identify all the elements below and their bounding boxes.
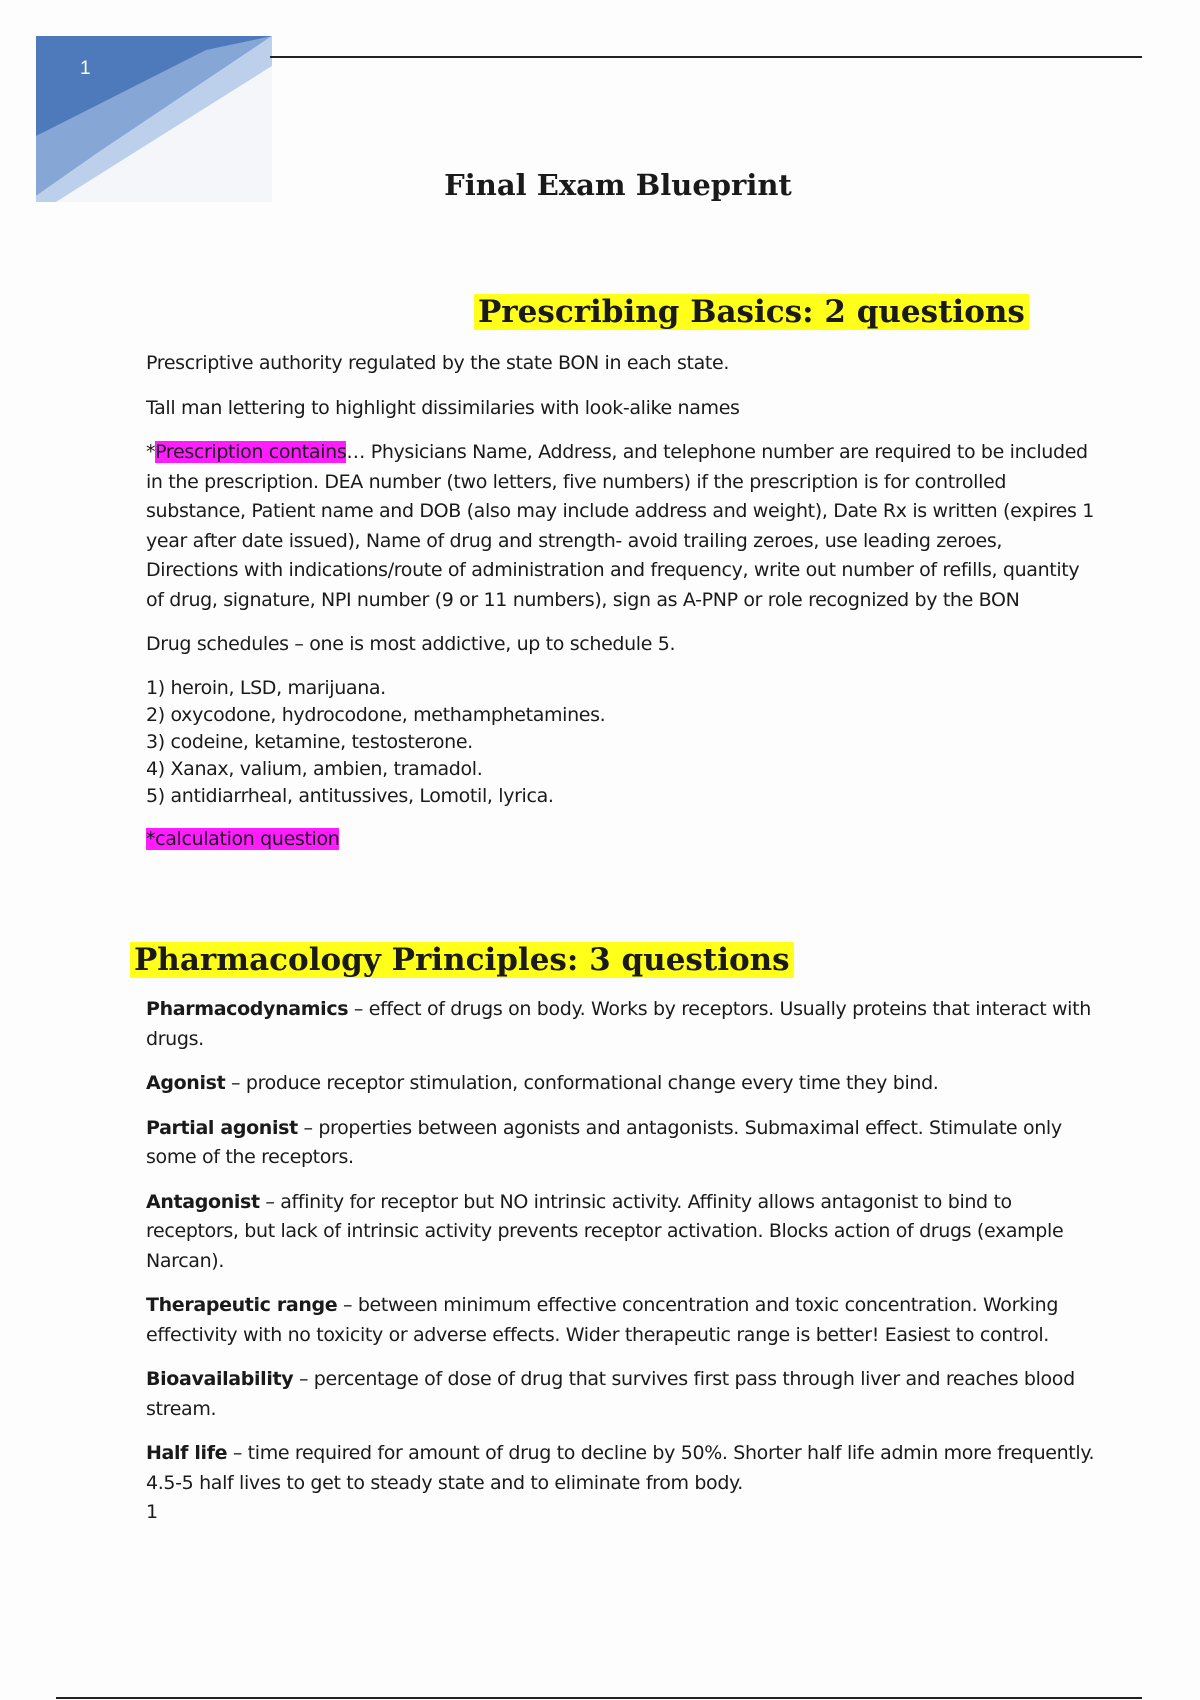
list-item: 2) oxycodone, hydrocodone, methamphetamines. [146,703,606,726]
paragraph-tall-man-lettering: Tall man lettering to highlight dissimilaries with look-alike names [146,396,740,419]
section-heading-text: Prescribing Basics: 2 questions [474,294,1029,330]
section-heading-pharmacology-principles [130,940,794,980]
definition-bioavailability [146,1365,1096,1424]
term: Partial agonist [146,1116,298,1139]
definition-half-life [146,1439,1096,1498]
prescribing-basics-body [146,349,1096,869]
prescription-contents-text: … Physicians Name, Address, and telephone number are required to be included in the prescription. DEA number (two letters, five numbers) if the prescription is for controlled substance, Patient name and DOB (also may include address and weight), Date Rx is written (expires 1 year after date issued), Name of drug and strength- avoid trailing zeroes, use leading zeroes, Directions with indications/route of administration and frequency, write out number of refills, quantity of drug, signature, NPI number (9 or 11 numbers), sign as A-PNP or role recognized by the BON [146,441,1094,611]
header-rule [270,56,1142,58]
definition-text: – time required for amount of drug to decline by 50%. Shorter half life admin more frequently. 4.5-5 half lives to get to steady state and to eliminate from body. [146,1442,1095,1494]
drug-schedule-list [146,675,1096,810]
paragraph-drug-schedules: Drug schedules – one is most addictive, up to schedule 5. [146,633,676,655]
footer-rule [56,1697,1142,1699]
list-item: 5) antidiarrheal, antitussives, Lomotil, lyrica. [146,784,554,807]
definition-therapeutic-range [146,1291,1096,1350]
term: Half life [146,1442,228,1464]
term: Agonist [146,1072,226,1094]
definition-text: – effect of drugs on body. Works by receptors. Usually proteins that interact with drugs. [146,998,1091,1050]
paragraph-prescription-contains [146,438,1096,615]
highlight-prescription-contains: Prescription contains [155,441,347,463]
definition-text: – produce receptor stimulation, conformational change every time they bind. [225,1072,939,1094]
term: Bioavailability [146,1368,294,1390]
pharmacology-principles-body [146,995,1096,1528]
definition-text: – properties between agonists and antagonists. Submaximal effect. Stimulate only some of the receptors. [146,1116,1062,1168]
list-item: 4) Xanax, valium, ambien, tramadol. [146,757,483,780]
section-heading-text: Pharmacology Principles: 3 questions [130,942,794,978]
header-page-number: 1 [80,58,91,79]
section-heading-prescribing-basics [474,292,1029,332]
term: Pharmacodynamics [146,998,349,1020]
definition-text: – affinity for receptor but NO intrinsic activity. Affinity allows antagonist to bind to receptors, but lack of intrinsic activity prevents receptor activation. Blocks action of drugs (example Narcan). [146,1190,1064,1272]
definition-pharmacodynamics [146,995,1096,1054]
list-item: 1) heroin, LSD, marijuana. [146,676,386,699]
asterisk: * [146,441,156,463]
page-footer-number: 1 [146,1501,158,1523]
calculation-note [146,825,1096,855]
definition-text: – percentage of dose of drug that survives first pass through liver and reaches blood stream. [146,1368,1075,1420]
definition-text: – between minimum effective concentration and toxic concentration. Working effectivity with no toxicity or adverse effects. Wider therapeutic range is better! Easiest to control. [146,1294,1059,1346]
definition-antagonist [146,1188,1096,1277]
document-title: Final Exam Blueprint [444,168,792,202]
highlight-calculation-question: *calculation question [146,827,340,850]
definition-agonist [146,1069,1096,1099]
list-item: 3) codeine, ketamine, testosterone. [146,730,473,753]
term: Therapeutic range [146,1294,338,1316]
term: Antagonist [146,1190,260,1213]
definition-partial-agonist [146,1114,1096,1173]
paragraph-prescriptive-authority: Prescriptive authority regulated by the state BON in each state. [146,352,730,374]
